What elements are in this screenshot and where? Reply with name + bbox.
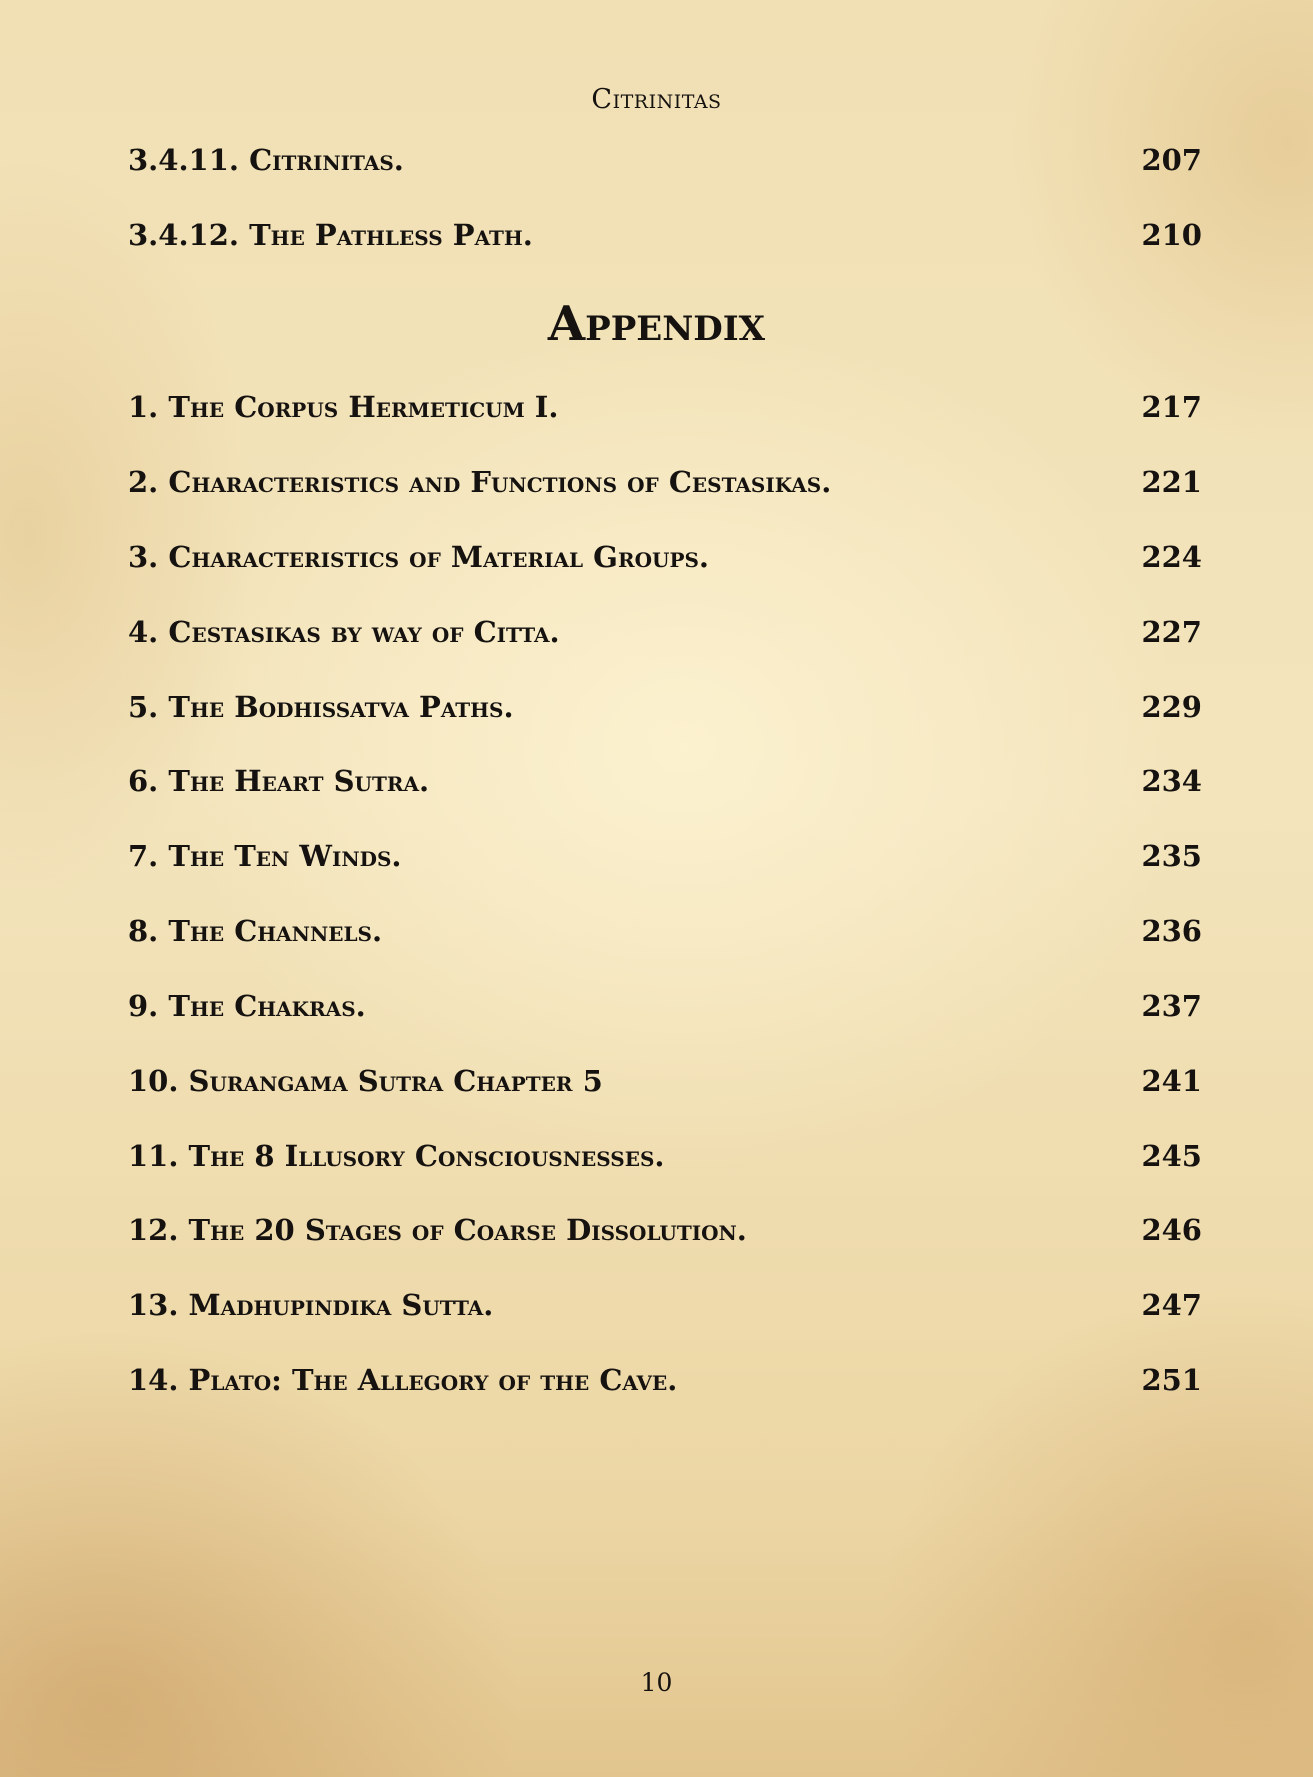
toc-entry[interactable] (128, 1363, 1202, 1403)
toc-entry-page: 251 (1141, 1363, 1202, 1397)
toc-entry[interactable] (128, 390, 1202, 430)
toc-entry-page: 207 (1141, 143, 1202, 177)
toc-entry-page: 245 (1141, 1139, 1202, 1173)
toc-entry[interactable] (128, 1288, 1202, 1328)
toc-entry-page: 227 (1141, 615, 1202, 649)
toc-entry-label: 14. Plato: The Allegory of the Cave. (128, 1363, 678, 1397)
toc-entry-label: 3.4.11. Citrinitas. (128, 143, 404, 177)
toc-entry-page: 234 (1141, 764, 1202, 798)
page-number: 10 (640, 1668, 673, 1697)
toc-entry[interactable] (128, 1213, 1202, 1253)
toc-entry-page: 221 (1141, 465, 1202, 499)
toc-entry[interactable] (128, 218, 1202, 258)
toc-entry[interactable] (128, 1064, 1202, 1104)
toc-entry[interactable] (128, 143, 1202, 183)
toc-entry-label: 3. Characteristics of Material Groups. (128, 540, 710, 574)
toc-entry[interactable] (128, 839, 1202, 879)
toc-entry[interactable] (128, 1139, 1202, 1179)
toc-entry-label: 12. The 20 Stages of Coarse Dissolution. (128, 1213, 747, 1247)
toc-entry[interactable] (128, 914, 1202, 954)
toc-entry-page: 236 (1141, 914, 1202, 948)
toc-entry-page: 241 (1141, 1064, 1202, 1098)
toc-entry-label: 9. The Chakras. (128, 989, 366, 1023)
toc-entry-page: 247 (1141, 1288, 1202, 1322)
toc-entry-page: 246 (1141, 1213, 1202, 1247)
running-head: Citrinitas (591, 84, 722, 115)
toc-entry-label: 1. The Corpus Hermeticum I. (128, 390, 559, 424)
toc-entry[interactable] (128, 465, 1202, 505)
toc-entry[interactable] (128, 540, 1202, 580)
toc-entry[interactable] (128, 690, 1202, 730)
toc-entry[interactable] (128, 989, 1202, 1029)
toc-entry-label: 11. The 8 Illusory Consciousnesses. (128, 1139, 665, 1173)
toc-entry-page: 237 (1141, 989, 1202, 1023)
toc-entry[interactable] (128, 764, 1202, 804)
toc-entry-label: 13. Madhupindika Sutta. (128, 1288, 494, 1322)
toc-entry-label: 6. The Heart Sutra. (128, 764, 430, 798)
toc-entry-page: 229 (1141, 690, 1202, 724)
toc-entry-label: 4. Cestasikas by way of Citta. (128, 615, 560, 649)
appendix-heading: Appendix (547, 296, 766, 352)
toc-entry-page: 210 (1141, 218, 1202, 252)
toc-entry-label: 7. The Ten Winds. (128, 839, 402, 873)
toc-entry-label: 5. The Bodhissatva Paths. (128, 690, 514, 724)
toc-entry-page: 224 (1141, 540, 1202, 574)
toc-entry-label: 3.4.12. The Pathless Path. (128, 218, 533, 252)
toc-entry[interactable] (128, 615, 1202, 655)
toc-entry-label: 10. Surangama Sutra Chapter 5 (128, 1064, 603, 1098)
toc-entry-page: 235 (1141, 839, 1202, 873)
toc-entry-label: 2. Characteristics and Functions of Cestasikas. (128, 465, 832, 499)
toc-entry-page: 217 (1141, 390, 1202, 424)
toc-entry-label: 8. The Channels. (128, 914, 383, 948)
